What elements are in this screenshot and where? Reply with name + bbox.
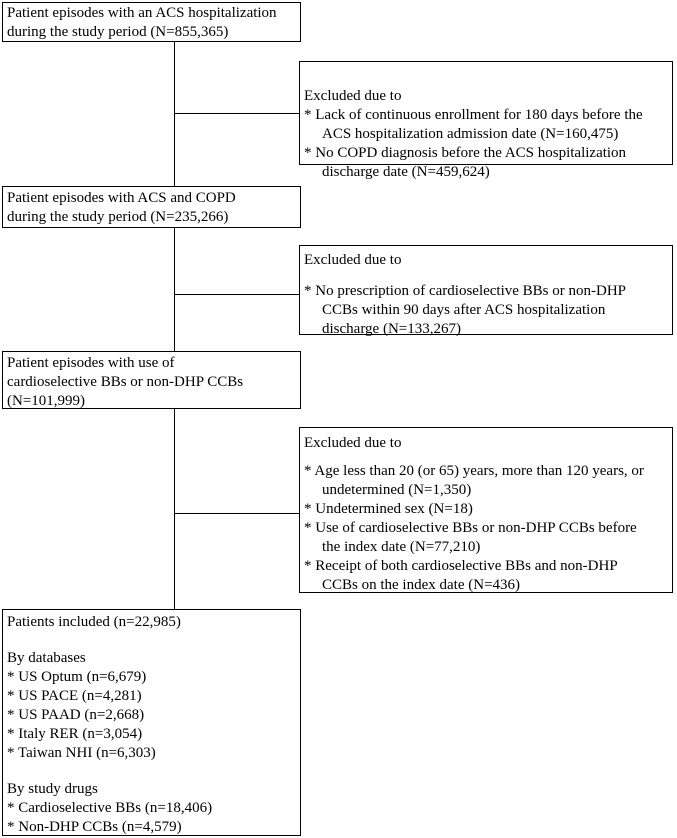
box-acs-copd-episodes [2,186,301,228]
connector-horizontal-3 [174,513,300,514]
drug-item: * Cardioselective BBs (n=18,406) [7,800,213,816]
exclusion-item: * Use of cardioselective BBs or non-DHP CCBs before [304,520,637,536]
exclusion-item: * No prescription of cardioselective BBs or non-DHP [304,283,627,299]
box-line: cardioselective BBs or non-DHP CCBs [7,374,244,390]
box-line: during the study period (N=235,266) [7,209,229,225]
exclusion-item: * Lack of continuous enrollment for 180 days before the [304,107,643,123]
exclusion-title: Excluded due to [304,88,402,104]
exclusion-item-cont: CCBs on the index date (N=436) [322,577,521,593]
exclusion-item-cont: ACS hospitalization admission date (N=160,475) [322,126,619,142]
exclusion-box-1 [299,61,673,180]
database-item: * Taiwan NHI (n=6,303) [7,745,156,761]
database-item: * US PAAD (n=2,668) [7,707,145,723]
databases-heading: By databases [7,650,86,666]
drugs-heading: By study drugs [7,781,98,797]
box-line: Patient episodes with ACS and COPD [7,190,236,206]
exclusion-item: * Age less than 20 (or 65) years, more than 120 years, or [304,463,644,479]
exclusion-item: * Undetermined sex (N=18) [304,501,473,517]
exclusion-item-cont: the index date (N=77,210) [322,539,481,555]
database-item: * Italy RER (n=3,054) [7,726,143,742]
box-patients-included [2,609,301,836]
exclusion-box-3 [299,427,673,593]
exclusion-item-cont: undetermined (N=1,350) [322,482,472,498]
connector-vertical-3 [174,408,175,610]
box-line: Patient episodes with use of [7,355,175,371]
box-bb-ccb-episodes [2,351,301,409]
exclusion-box-2 [299,245,673,335]
drug-item: * Non-DHP CCBs (n=4,579) [7,819,182,835]
exclusion-item: * Receipt of both cardioselective BBs and non-DHP [304,558,618,574]
included-title: Patients included (n=22,985) [7,614,181,630]
connector-vertical-2 [174,227,175,352]
exclusion-title: Excluded due to [304,252,402,268]
exclusion-title: Excluded due to [304,435,402,451]
connector-horizontal-1 [174,113,300,114]
exclusion-item: * No COPD diagnosis before the ACS hospitalization [304,145,627,161]
exclusion-item-cont: discharge date (N=459,624) [322,164,490,180]
database-item: * US PACE (n=4,281) [7,688,142,704]
box-all-acs-episodes [2,2,301,42]
exclusion-item-cont: CCBs within 90 days after ACS hospitalization [322,302,606,318]
box-line: Patient episodes with an ACS hospitalization [7,5,277,21]
database-item: * US Optum (n=6,679) [7,669,147,685]
exclusion-item-cont: discharge (N=133,267) [322,321,461,337]
box-line: (N=101,999) [7,393,86,409]
connector-horizontal-2 [174,294,300,295]
box-line: during the study period (N=855,365) [7,24,229,40]
